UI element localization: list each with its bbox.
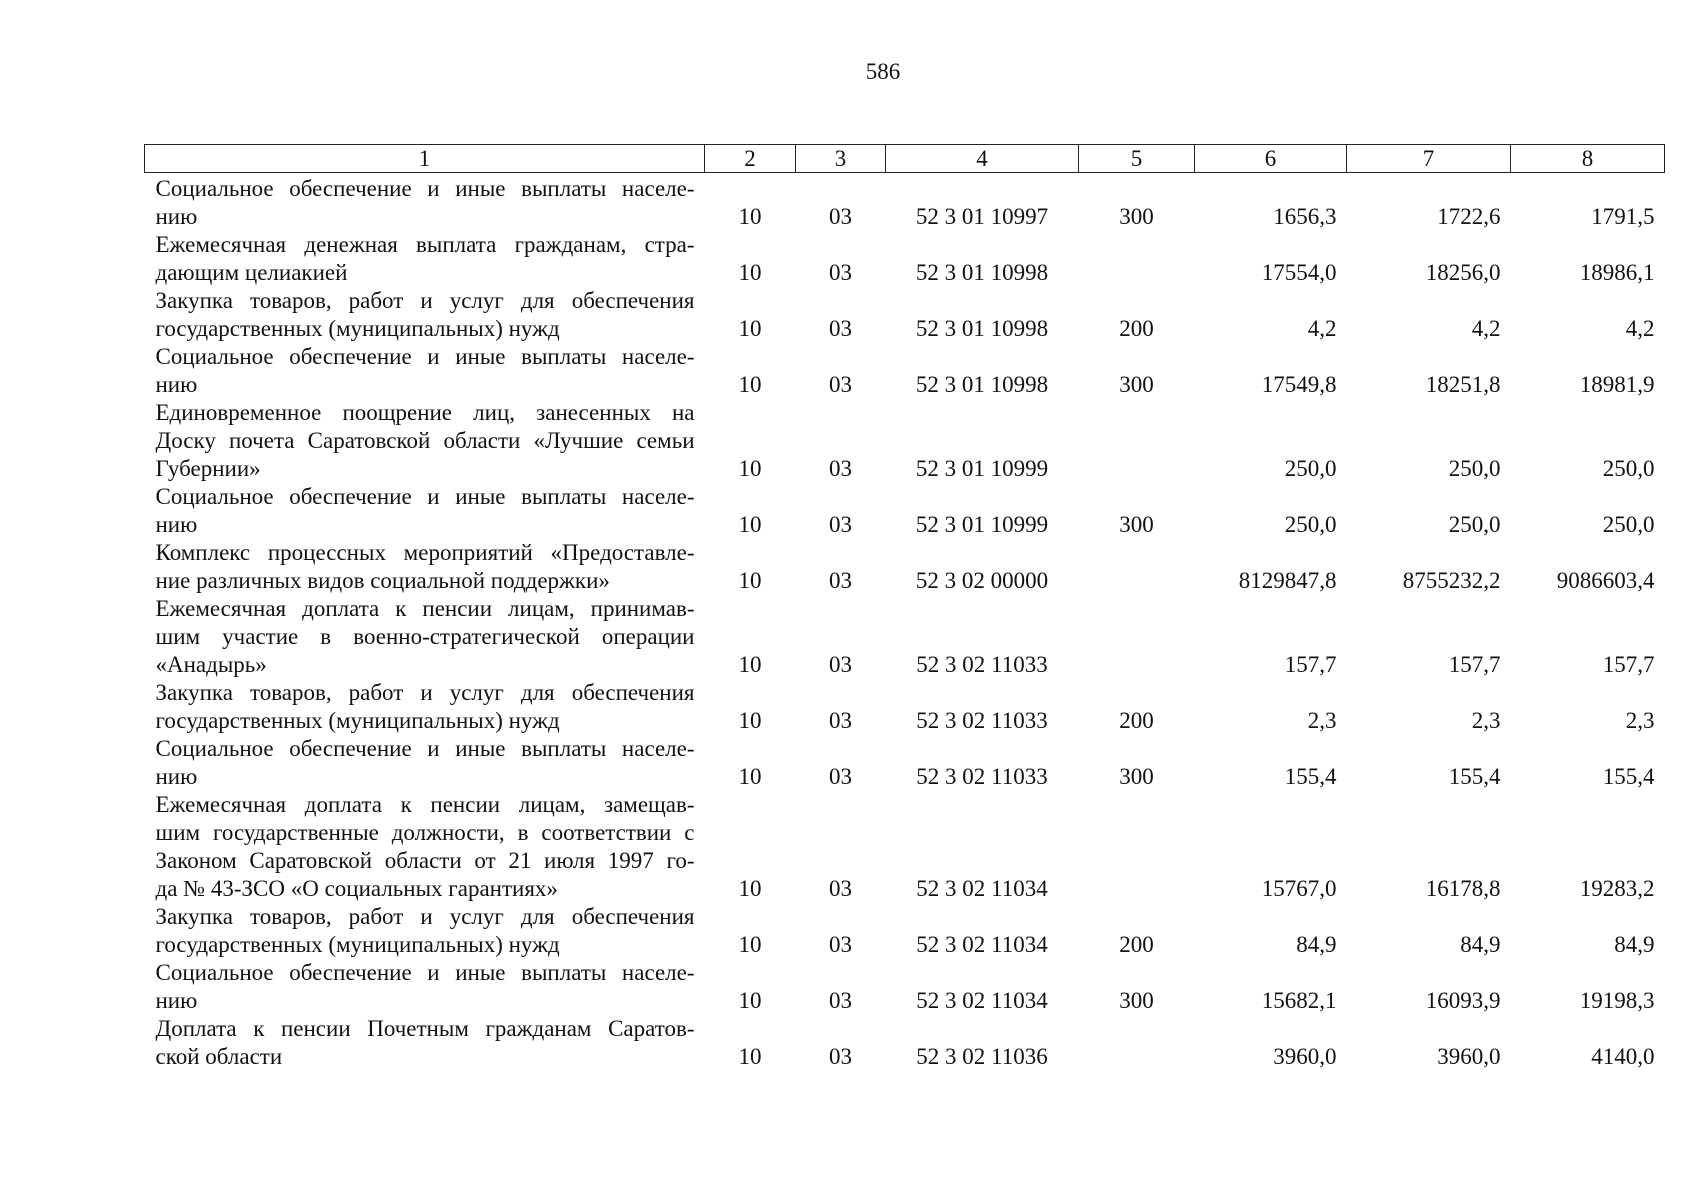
amount-year-1-cell: 155,4 — [1284, 764, 1337, 789]
amount-year-2-cell: 250,0 — [1448, 456, 1501, 481]
expense-type-cell: 200 — [1119, 932, 1154, 957]
amount-year-3-cell: 250,0 — [1602, 456, 1655, 481]
item-name-line: Ежемесячная доплата к пенсии лицам, замещав- — [155, 792, 695, 817]
subsection-code-cell: 03 — [829, 932, 852, 957]
section-code-cell: 10 — [738, 512, 762, 537]
item-name-cell — [145, 399, 705, 483]
item-name-cell — [145, 343, 705, 399]
subsection-code-cell: 03 — [829, 988, 852, 1013]
item-name-line: Ежемесячная доплата к пенсии лицам, принимав- — [155, 596, 695, 621]
table-row — [145, 595, 1665, 679]
item-name-line: Комплекс процессных мероприятий «Предоставле- — [155, 540, 695, 565]
section-code-cell: 10 — [738, 316, 762, 341]
item-name-line: государственных (муниципальных) нужд — [155, 708, 560, 733]
item-name-line: нию — [155, 512, 198, 537]
target-article-cell: 52 3 02 11034 — [916, 988, 1048, 1013]
amount-year-1-cell: 15767,0 — [1261, 876, 1337, 901]
amount-year-1-cell: 250,0 — [1284, 456, 1337, 481]
target-article-cell: 52 3 02 11036 — [916, 1044, 1048, 1069]
item-name-line: Закупка товаров, работ и услуг для обеспечения — [155, 904, 695, 929]
table-row — [145, 679, 1665, 735]
section-code-cell: 10 — [738, 456, 762, 481]
expense-type-cell: 300 — [1119, 372, 1154, 397]
target-article-cell: 52 3 02 11034 — [916, 876, 1048, 901]
item-name-line: нию — [155, 988, 198, 1013]
subsection-code-cell: 03 — [829, 372, 852, 397]
target-article-cell: 52 3 02 11033 — [916, 652, 1048, 677]
table-row — [145, 735, 1665, 791]
table-row — [145, 231, 1665, 287]
table-row — [145, 539, 1665, 595]
subsection-code-cell: 03 — [829, 876, 852, 901]
amount-year-1-cell: 250,0 — [1284, 512, 1337, 537]
item-name-line: ской области — [155, 1044, 283, 1069]
amount-year-3-cell: 19198,3 — [1579, 988, 1655, 1013]
amount-year-2-cell: 18251,8 — [1425, 372, 1501, 397]
target-article-cell: 52 3 01 10998 — [915, 372, 1049, 397]
amount-year-1-cell: 1656,3 — [1273, 204, 1337, 229]
section-code-cell: 10 — [738, 764, 762, 789]
section-code-cell: 10 — [738, 260, 762, 285]
table-row — [145, 791, 1665, 903]
table-row — [145, 483, 1665, 539]
item-name-line: Законом Саратовской области от 21 июля 1997 го- — [155, 848, 695, 873]
section-code-cell: 10 — [738, 652, 762, 677]
amount-year-3-cell: 1791,5 — [1591, 204, 1655, 229]
amount-year-1-cell: 4,2 — [1307, 316, 1337, 341]
item-name-cell — [145, 595, 705, 679]
amount-year-3-cell: 2,3 — [1625, 708, 1655, 733]
target-article-cell: 52 3 02 11034 — [916, 932, 1048, 957]
amount-year-2-cell: 250,0 — [1448, 512, 1501, 537]
amount-year-3-cell: 157,7 — [1602, 652, 1655, 677]
expense-type-cell — [1079, 1015, 1195, 1071]
amount-year-3-cell: 18986,1 — [1579, 260, 1655, 285]
column-header-3: 3 — [796, 145, 886, 173]
section-code-cell: 10 — [738, 372, 762, 397]
item-name-line: Социальное обеспечение и иные выплаты населе- — [155, 176, 695, 201]
item-name-cell — [145, 959, 705, 1015]
expense-type-cell: 200 — [1119, 316, 1154, 341]
target-article-cell: 52 3 01 10999 — [915, 512, 1049, 537]
amount-year-2-cell: 4,2 — [1471, 316, 1501, 341]
expense-type-cell: 300 — [1119, 988, 1154, 1013]
subsection-code-cell: 03 — [829, 260, 852, 285]
expense-type-cell: 300 — [1119, 764, 1154, 789]
amount-year-2-cell: 16093,9 — [1425, 988, 1501, 1013]
budget-table — [144, 144, 1665, 1071]
item-name-line: Ежемесячная денежная выплата гражданам, стра- — [155, 232, 695, 257]
column-header-8: 8 — [1511, 145, 1665, 173]
item-name-cell — [145, 679, 705, 735]
table-row — [145, 287, 1665, 343]
amount-year-2-cell: 1722,6 — [1437, 204, 1501, 229]
amount-year-3-cell: 84,9 — [1614, 932, 1655, 957]
section-code-cell: 10 — [738, 876, 762, 901]
expense-type-cell — [1079, 595, 1195, 679]
amount-year-1-cell: 8129847,8 — [1238, 568, 1337, 593]
item-name-line: Социальное обеспечение и иные выплаты населе- — [155, 736, 695, 761]
amount-year-1-cell: 84,9 — [1296, 932, 1337, 957]
section-code-cell: 10 — [738, 1044, 762, 1069]
amount-year-2-cell: 18256,0 — [1425, 260, 1501, 285]
page-number: 586 — [865, 59, 901, 84]
column-header-2: 2 — [705, 145, 796, 173]
item-name-cell — [145, 231, 705, 287]
item-name-line: Социальное обеспечение и иные выплаты населе- — [155, 484, 695, 509]
target-article-cell: 52 3 02 11033 — [916, 708, 1048, 733]
section-code-cell: 10 — [738, 568, 762, 593]
subsection-code-cell: 03 — [829, 568, 852, 593]
item-name-cell — [145, 287, 705, 343]
amount-year-3-cell: 18981,9 — [1579, 372, 1655, 397]
section-code-cell: 10 — [738, 708, 762, 733]
item-name-line: государственных (муниципальных) нужд — [155, 932, 560, 957]
expense-type-cell — [1079, 231, 1195, 287]
amount-year-2-cell: 3960,0 — [1437, 1044, 1501, 1069]
item-name-cell — [145, 1015, 705, 1071]
subsection-code-cell: 03 — [829, 1044, 852, 1069]
subsection-code-cell: 03 — [829, 316, 852, 341]
table-row — [145, 1015, 1665, 1071]
item-name-line: Доплата к пенсии Почетным гражданам Саратов- — [155, 1016, 695, 1041]
item-name-line: шим участие в военно-стратегической операции — [155, 624, 695, 649]
section-code-cell: 10 — [738, 988, 762, 1013]
item-name-line: Закупка товаров, работ и услуг для обеспечения — [155, 680, 695, 705]
header-row — [145, 145, 1665, 173]
item-name-line: Закупка товаров, работ и услуг для обеспечения — [155, 288, 695, 313]
expense-type-cell: 200 — [1119, 708, 1154, 733]
column-header-6: 6 — [1195, 145, 1347, 173]
amount-year-1-cell: 3960,0 — [1273, 1044, 1337, 1069]
amount-year-3-cell: 4140,0 — [1591, 1044, 1655, 1069]
item-name-line: государственных (муниципальных) нужд — [155, 316, 560, 341]
expense-type-cell — [1079, 399, 1195, 483]
table-body — [145, 173, 1665, 1072]
amount-year-2-cell: 155,4 — [1448, 764, 1501, 789]
subsection-code-cell: 03 — [829, 456, 852, 481]
item-name-line: да № 43-ЗСО «О социальных гарантиях» — [155, 876, 558, 901]
amount-year-3-cell: 155,4 — [1602, 764, 1655, 789]
table-row — [145, 903, 1665, 959]
subsection-code-cell: 03 — [829, 204, 852, 229]
amount-year-2-cell: 2,3 — [1471, 708, 1501, 733]
column-header-1: 1 — [145, 145, 705, 173]
amount-year-1-cell: 2,3 — [1307, 708, 1337, 733]
target-article-cell: 52 3 01 10998 — [915, 316, 1049, 341]
item-name-cell — [145, 173, 705, 232]
subsection-code-cell: 03 — [829, 708, 852, 733]
amount-year-1-cell: 17554,0 — [1261, 260, 1337, 285]
table-row — [145, 959, 1665, 1015]
table-row — [145, 343, 1665, 399]
expense-type-cell — [1079, 791, 1195, 903]
amount-year-2-cell: 157,7 — [1448, 652, 1501, 677]
target-article-cell: 52 3 01 10997 — [915, 204, 1049, 229]
amount-year-3-cell: 19283,2 — [1579, 876, 1655, 901]
item-name-line: Губернии» — [155, 456, 261, 481]
subsection-code-cell: 03 — [829, 764, 852, 789]
item-name-line: «Анадырь» — [155, 652, 267, 677]
section-code-cell: 10 — [738, 932, 762, 957]
column-header-4: 4 — [886, 145, 1079, 173]
table-row — [145, 173, 1665, 232]
section-code-cell: 10 — [738, 204, 762, 229]
column-header-5: 5 — [1079, 145, 1195, 173]
item-name-line: нию — [155, 204, 198, 229]
item-name-line: Социальное обеспечение и иные выплаты населе- — [155, 344, 695, 369]
table-row — [145, 399, 1665, 483]
item-name-cell — [145, 791, 705, 903]
item-name-cell — [145, 735, 705, 791]
item-name-line: Доску почета Саратовской области «Лучшие семьи — [155, 428, 695, 453]
item-name-cell — [145, 483, 705, 539]
target-article-cell: 52 3 01 10999 — [915, 456, 1049, 481]
item-name-line: нию — [155, 372, 198, 397]
amount-year-2-cell: 84,9 — [1460, 932, 1501, 957]
item-name-cell — [145, 903, 705, 959]
amount-year-3-cell: 250,0 — [1602, 512, 1655, 537]
amount-year-1-cell: 157,7 — [1284, 652, 1337, 677]
amount-year-2-cell: 16178,8 — [1425, 876, 1501, 901]
amount-year-2-cell: 8755232,2 — [1402, 568, 1501, 593]
subsection-code-cell: 03 — [829, 652, 852, 677]
item-name-line: Единовременное поощрение лиц, занесенных на — [155, 400, 695, 425]
item-name-line: дающим целиакией — [155, 260, 348, 285]
item-name-line: шим государственные должности, в соответствии с — [155, 820, 695, 845]
column-header-7: 7 — [1347, 145, 1511, 173]
expense-type-cell: 300 — [1119, 204, 1154, 229]
amount-year-3-cell: 9086603,4 — [1556, 568, 1655, 593]
amount-year-3-cell: 4,2 — [1625, 316, 1655, 341]
target-article-cell: 52 3 01 10998 — [915, 260, 1049, 285]
amount-year-1-cell: 17549,8 — [1261, 372, 1337, 397]
amount-year-1-cell: 15682,1 — [1261, 988, 1337, 1013]
subsection-code-cell: 03 — [829, 512, 852, 537]
item-name-line: нию — [155, 764, 198, 789]
item-name-line: Социальное обеспечение и иные выплаты населе- — [155, 960, 695, 985]
target-article-cell: 52 3 02 11033 — [916, 764, 1048, 789]
target-article-cell: 52 3 02 00000 — [915, 568, 1049, 593]
expense-type-cell — [1079, 539, 1195, 595]
expense-type-cell: 300 — [1119, 512, 1154, 537]
item-name-cell — [145, 539, 705, 595]
item-name-line: ние различных видов социальной поддержки» — [155, 568, 610, 593]
